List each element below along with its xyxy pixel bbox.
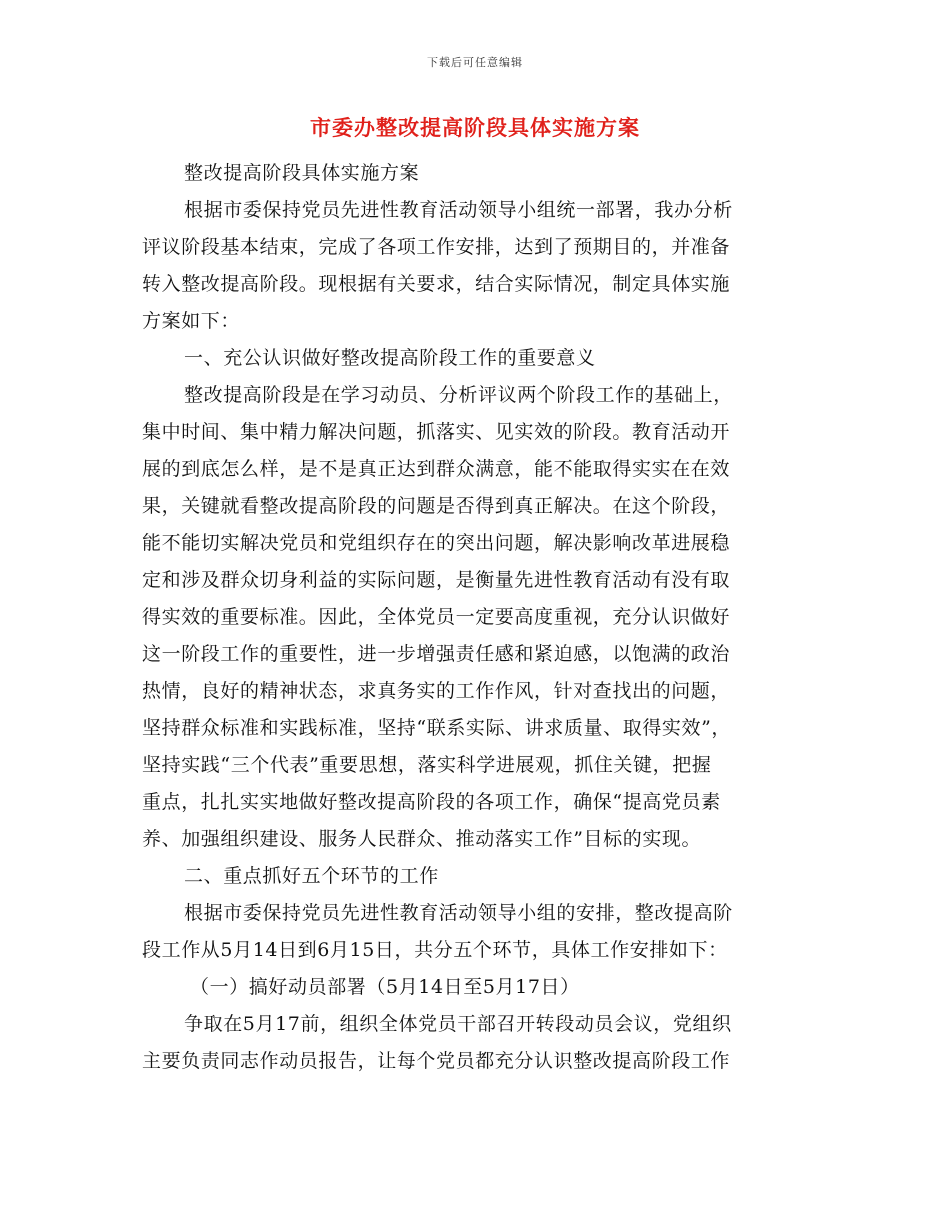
body-line: 主要负责同志作动员报告，让每个党员都充分认识整改提高阶段工作 <box>142 1050 731 1072</box>
document-body <box>142 155 810 1080</box>
body-line: 根据市委保持党员先进性教育活动领导小组统一部署，我办分析 <box>184 199 733 221</box>
body-line: 得实效的重要标准。因此，全体党员一定要高度重视，充分认识做好 <box>142 606 731 628</box>
body-line: 坚持实践“三个代表”重要思想，落实科学进展观，抓住关键，把握 <box>142 754 712 776</box>
body-line: 根据市委保持党员先进性教育活动领导小组的安排，整改提高阶 <box>184 902 733 924</box>
body-line: 转入整改提高阶段。现根据有关要求，结合实际情况，制定具体实施 <box>142 273 731 295</box>
subsection-heading: （一）搞好动员部署（5月14日至5月17日） <box>190 976 580 998</box>
body-line: 坚持群众标准和实践标准，坚持“联系实际、讲求质量、取得实效”， <box>142 717 732 739</box>
body-line: 争取在5月17前，组织全体党员干部召开转段动员会议，党组织 <box>184 1013 732 1035</box>
body-line: 展的到底怎么样，是不是真正达到群众满意，能不能取得实实在在效 <box>142 458 731 480</box>
body-line: 能不能切实解决党员和党组织存在的突出问题，解决影响改革进展稳 <box>142 532 731 554</box>
body-line: 热情，良好的精神状态，求真务实的工作作风，针对查找出的问题， <box>142 680 731 702</box>
section-heading: 二、重点抓好五个环节的工作 <box>184 865 439 887</box>
body-line: 集中时间、集中精力解决问题，抓落实、见实效的阶段。教育活动开 <box>142 421 731 443</box>
body-line: 定和涉及群众切身利益的实际问题，是衡量先进性教育活动有没有取 <box>142 569 731 591</box>
body-line: 这一阶段工作的重要性，进一步增强责任感和紧迫感，以饱满的政治 <box>142 643 731 665</box>
body-line: 果，关键就看整改提高阶段的问题是否得到真正解决。在这个阶段， <box>142 495 731 517</box>
document-title: 市委办整改提高阶段具体实施方案 <box>310 115 640 140</box>
body-line: 评议阶段基本结束，完成了各项工作安排，达到了预期目的，并准备 <box>142 236 731 258</box>
body-line: 整改提高阶段是在学习动员、分析评议两个阶段工作的基础上， <box>184 384 733 406</box>
body-line: 段工作从5月14日到6月15日，共分五个环节，具体工作安排如下： <box>142 939 728 961</box>
body-line: 重点，扎扎实实地做好整改提高阶段的各项工作，确保“提高党员素 <box>142 791 721 813</box>
body-line: 养、加强组织建设、服务人民群众、推动落实工作”目标的实现。 <box>142 828 702 850</box>
body-line: 方案如下： <box>142 310 241 332</box>
section-heading: 一、充公认识做好整改提高阶段工作的重要意义 <box>184 347 596 369</box>
body-line: 整改提高阶段具体实施方案 <box>184 162 420 184</box>
page-header-note: 下载后可任意编辑 <box>427 56 523 69</box>
